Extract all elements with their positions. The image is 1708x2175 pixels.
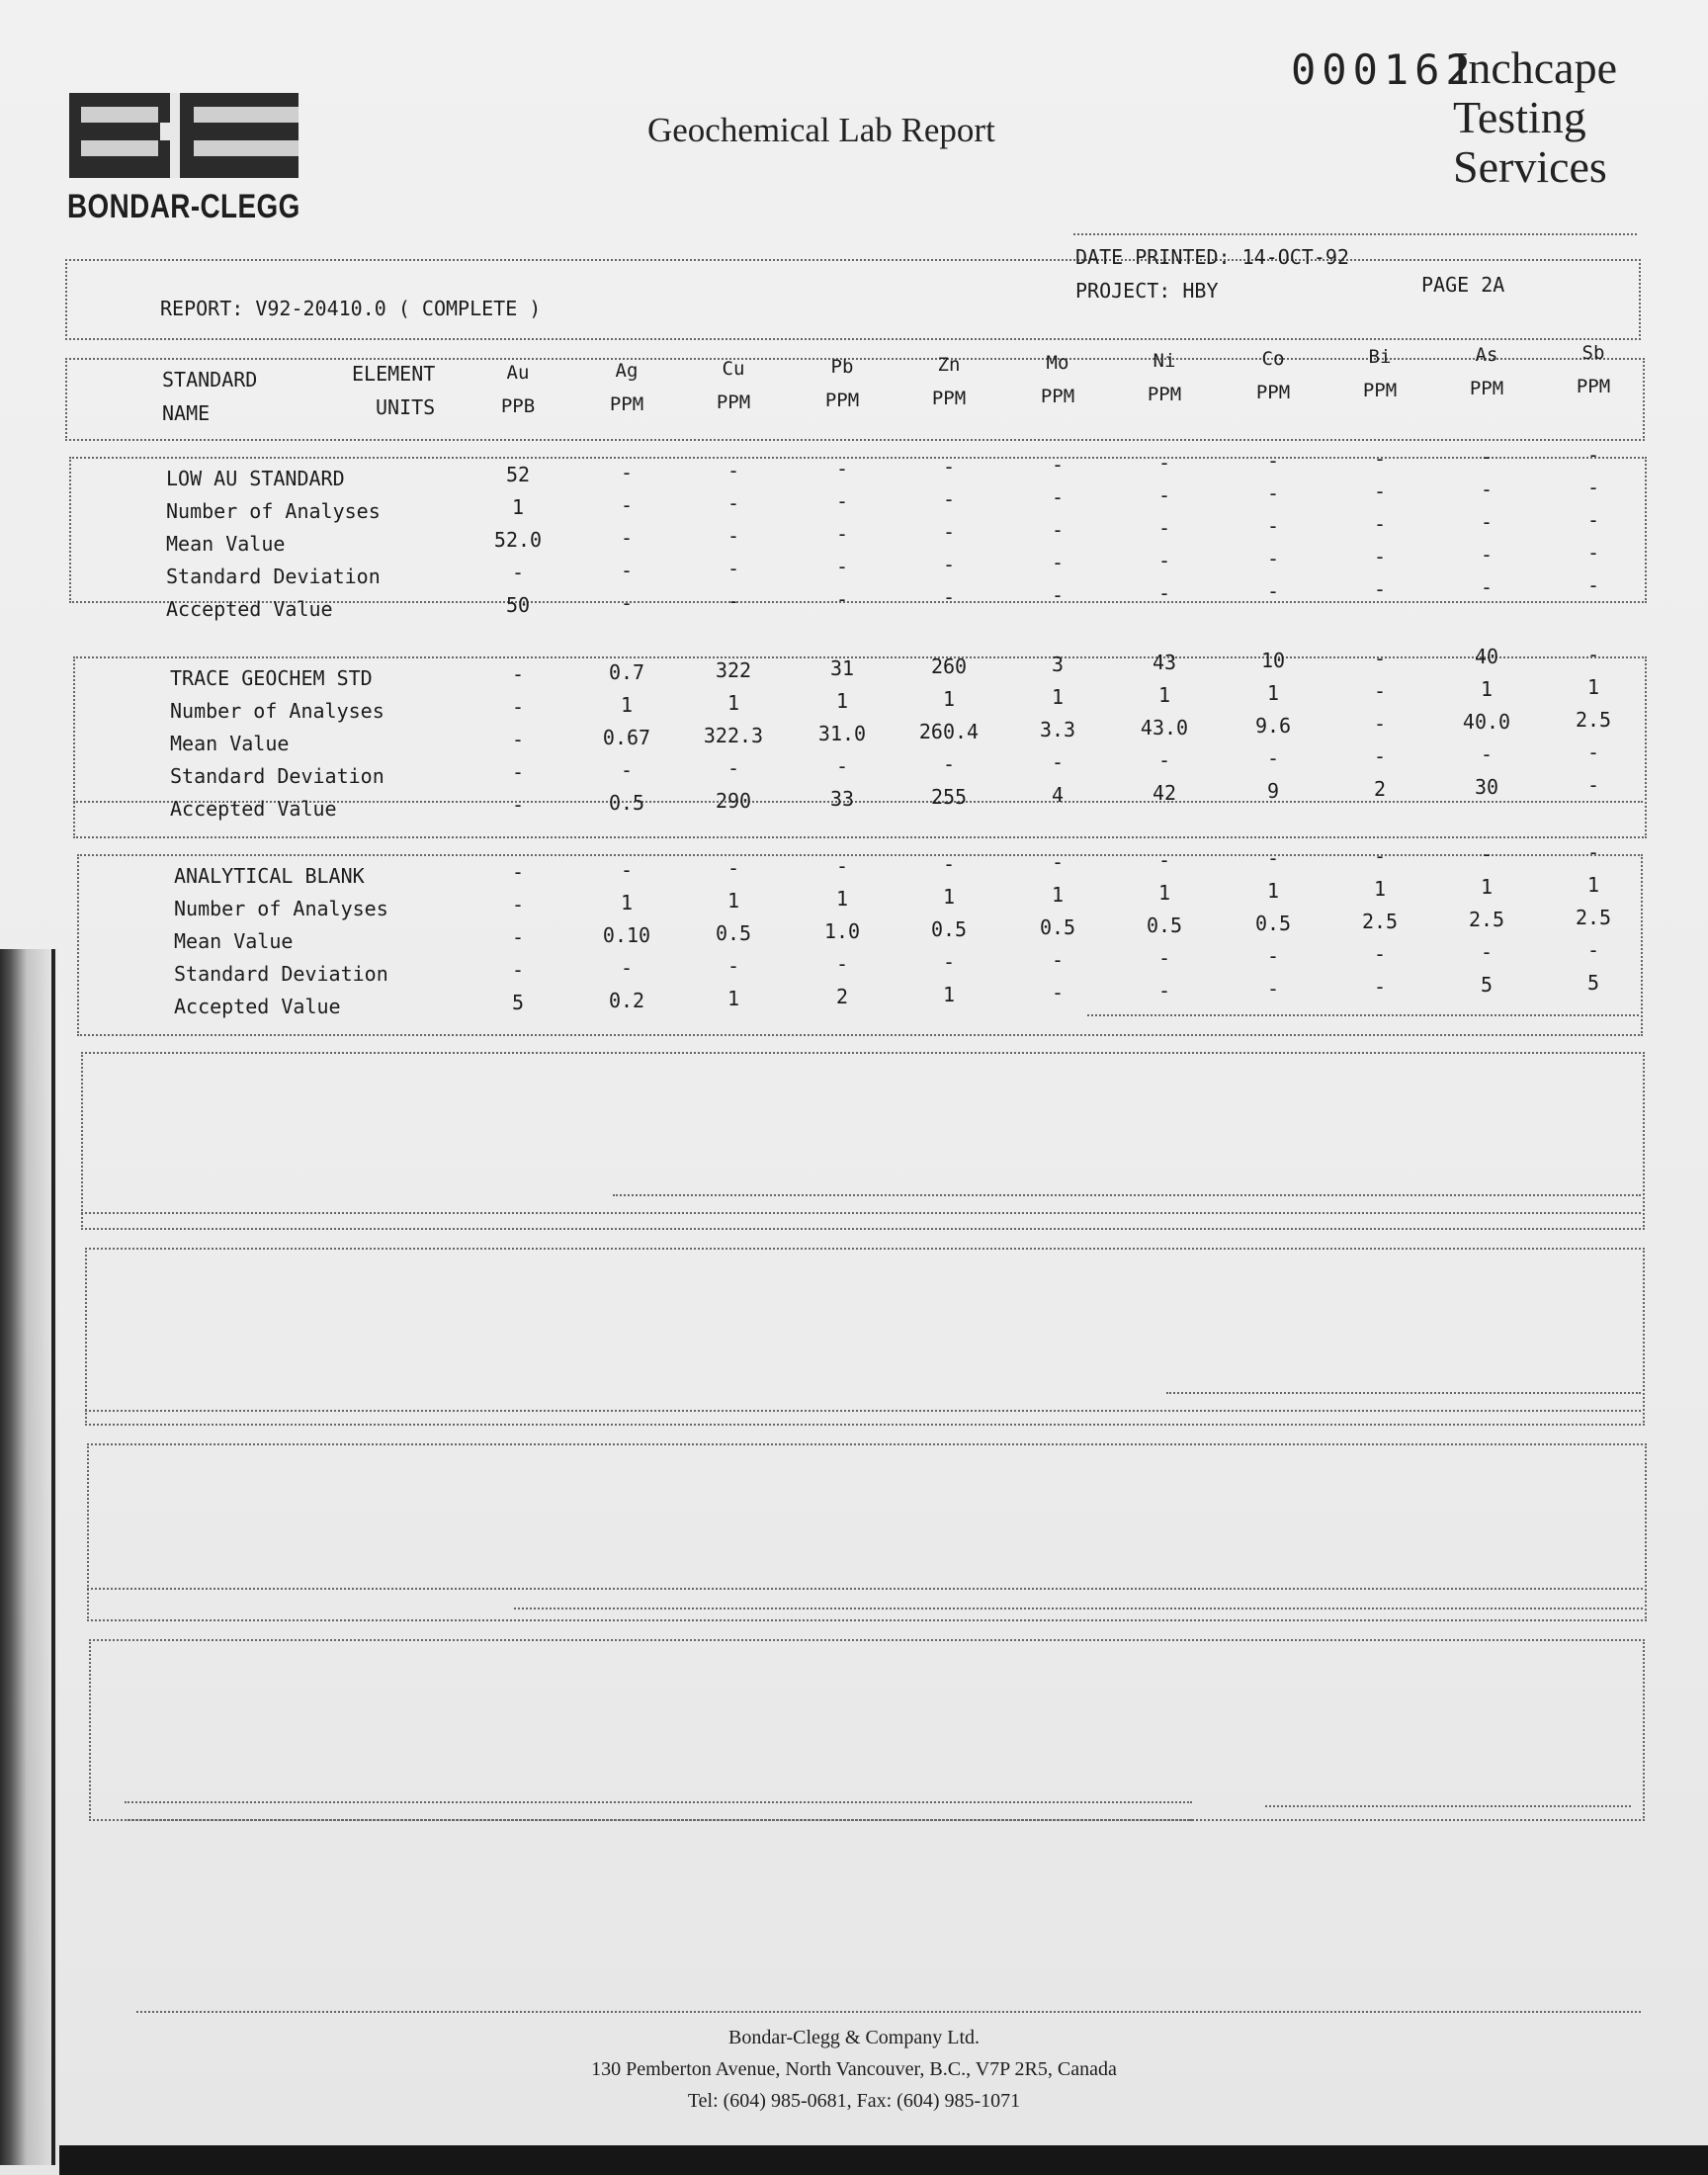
table-cell: 5: [1480, 973, 1494, 997]
table-cell: 52: [505, 463, 531, 486]
standard-name: LOW AU STANDARD: [166, 467, 345, 490]
table-cell: -: [511, 662, 525, 686]
table-cell: -: [942, 585, 956, 609]
column-unit-as: PPM: [1469, 378, 1504, 399]
table-cell: 0.5: [608, 791, 645, 815]
table-cell: 0.5: [1146, 914, 1183, 937]
table-cell: 322: [715, 658, 752, 682]
table-cell: 10: [1260, 649, 1286, 672]
table-cell: 1.0: [823, 919, 861, 943]
table-cell: -: [1266, 579, 1280, 603]
divider: [87, 1588, 1643, 1590]
company-line: Services: [1453, 141, 1607, 192]
column-unit-co: PPM: [1255, 382, 1291, 403]
table-cell: 2: [835, 985, 849, 1008]
column-element-cu: Cu: [722, 358, 745, 380]
table-cell: -: [1157, 451, 1171, 475]
table-cell: -: [942, 852, 956, 876]
row-label: Mean Value: [166, 532, 286, 556]
table-cell: -: [1051, 583, 1065, 607]
divider: [1073, 233, 1637, 235]
element-label: ELEMENT: [352, 362, 436, 386]
column-element-sb: Sb: [1581, 342, 1605, 364]
table-cell: 3: [1051, 652, 1065, 676]
table-cell: -: [1373, 577, 1387, 601]
table-cell: -: [620, 956, 634, 980]
standard-label: STANDARD: [162, 368, 258, 392]
table-cell: -: [1373, 479, 1387, 503]
table-cell: 1: [726, 889, 740, 913]
table-cell: 2.5: [1575, 708, 1612, 732]
table-cell: -: [1157, 946, 1171, 970]
divider: [1087, 1014, 1639, 1016]
table-cell: -: [1266, 514, 1280, 538]
table-cell: 1: [942, 983, 956, 1006]
table-cell: -: [1266, 977, 1280, 1000]
column-element-ag: Ag: [615, 360, 639, 382]
table-cell: -: [1266, 944, 1280, 968]
table-cell: -: [620, 461, 634, 484]
report-number: REPORT: V92-20410.0 ( COMPLETE ): [160, 297, 542, 320]
table-cell: -: [1480, 478, 1494, 501]
scan-edge-line: [51, 949, 55, 2165]
table-cell: -: [726, 954, 740, 978]
table-cell: 322.3: [703, 724, 764, 747]
table-cell: -: [726, 459, 740, 482]
row-label: Standard Deviation: [166, 565, 381, 588]
table-cell: 1: [1480, 875, 1494, 899]
row-label: Number of Analyses: [174, 897, 388, 920]
empty-section-box: [81, 1052, 1645, 1230]
empty-section-box: [89, 1639, 1645, 1821]
table-cell: -: [511, 860, 525, 884]
table-cell: -: [726, 491, 740, 515]
table-cell: 290: [715, 789, 752, 813]
column-element-bi: Bi: [1368, 346, 1392, 368]
divider: [1166, 1392, 1641, 1394]
standard-name: TRACE GEOCHEM STD: [170, 666, 373, 690]
table-cell: -: [942, 487, 956, 511]
table-cell: -: [835, 457, 849, 480]
row-label: Standard Deviation: [174, 962, 388, 986]
table-cell: -: [511, 793, 525, 817]
table-cell: 1: [1051, 883, 1065, 907]
table-cell: -: [835, 587, 849, 611]
document-serial-number: 000162: [1291, 45, 1477, 94]
table-cell: 1: [511, 495, 525, 519]
empty-section-box: [87, 1443, 1647, 1621]
table-cell: -: [1480, 543, 1494, 566]
table-cell: -: [1373, 545, 1387, 568]
table-cell: 1: [1157, 683, 1171, 707]
table-cell: -: [1157, 748, 1171, 772]
table-cell: -: [1480, 940, 1494, 964]
table-cell: -: [1480, 575, 1494, 599]
table-cell: -: [511, 695, 525, 719]
table-cell: -: [1373, 647, 1387, 670]
table-cell: -: [1480, 445, 1494, 469]
table-cell: 50: [505, 593, 531, 617]
table-cell: 30: [1474, 775, 1499, 799]
name-label: NAME: [162, 401, 211, 425]
table-cell: -: [511, 925, 525, 949]
row-label: Standard Deviation: [170, 764, 384, 788]
report-title: Geochemical Lab Report: [647, 111, 995, 149]
column-unit-ni: PPM: [1147, 384, 1182, 405]
table-cell: 0.10: [602, 923, 651, 947]
table-cell: -: [1051, 551, 1065, 574]
row-label: Number of Analyses: [166, 499, 381, 523]
table-cell: -: [511, 561, 525, 584]
table-cell: 1: [942, 687, 956, 711]
column-element-co: Co: [1261, 348, 1285, 370]
table-cell: -: [1586, 573, 1600, 597]
table-cell: 5: [1586, 971, 1600, 995]
table-cell: -: [1266, 449, 1280, 473]
table-cell: 52.0: [493, 528, 543, 552]
table-cell: -: [1586, 740, 1600, 764]
column-unit-bi: PPM: [1362, 380, 1398, 401]
table-cell: -: [1586, 643, 1600, 666]
table-cell: 0.7: [608, 660, 645, 684]
table-cell: -: [1157, 483, 1171, 507]
scan-bottom-bar: [59, 2145, 1708, 2175]
table-cell: -: [1157, 979, 1171, 1002]
table-cell: -: [1373, 844, 1387, 868]
column-unit-cu: PPM: [716, 392, 751, 413]
table-cell: -: [1266, 846, 1280, 870]
table-cell: -: [1586, 476, 1600, 499]
table-cell: -: [726, 756, 740, 780]
table-cell: -: [1266, 547, 1280, 570]
column-element-au: Au: [506, 362, 530, 384]
table-cell: -: [1586, 541, 1600, 565]
divider: [125, 1801, 1192, 1803]
table-cell: -: [1586, 508, 1600, 532]
table-cell: -: [1373, 744, 1387, 768]
column-unit-mo: PPM: [1040, 386, 1075, 407]
table-cell: 1: [1157, 881, 1171, 905]
column-element-pb: Pb: [830, 356, 854, 378]
divider: [1265, 1805, 1631, 1807]
table-cell: -: [1157, 516, 1171, 540]
table-cell: 1: [1373, 877, 1387, 901]
column-unit-zn: PPM: [931, 388, 967, 409]
table-cell: -: [620, 493, 634, 517]
table-cell: 9.6: [1254, 714, 1292, 738]
footer-address: 130 Pemberton Avenue, North Vancouver, B.C., V7P 2R5, Canada: [591, 2058, 1117, 2080]
table-cell: -: [726, 589, 740, 613]
table-cell: 0.67: [602, 726, 651, 749]
table-cell: 1: [942, 885, 956, 909]
table-cell: -: [1373, 512, 1387, 536]
row-label: Mean Value: [170, 732, 290, 755]
table-cell: -: [1480, 842, 1494, 866]
table-cell: 31: [829, 656, 855, 680]
row-label: Accepted Value: [166, 597, 333, 621]
table-cell: -: [1373, 942, 1387, 966]
table-cell: 1: [835, 689, 849, 713]
table-cell: -: [1266, 481, 1280, 505]
empty-section-box: [85, 1248, 1645, 1426]
table-cell: -: [835, 522, 849, 546]
table-cell: 1: [1586, 873, 1600, 897]
table-cell: -: [942, 752, 956, 776]
column-element-mo: Mo: [1046, 352, 1069, 374]
table-cell: -: [835, 555, 849, 578]
table-cell: 2.5: [1361, 910, 1399, 933]
table-cell: -: [511, 728, 525, 751]
table-cell: 3.3: [1039, 718, 1076, 741]
table-cell: -: [835, 754, 849, 778]
table-cell: 1: [620, 693, 634, 717]
table-cell: -: [835, 854, 849, 878]
divider: [81, 1212, 1641, 1214]
table-cell: -: [620, 591, 634, 615]
table-cell: 42: [1152, 781, 1177, 805]
company-line: Inchcape: [1453, 43, 1617, 93]
table-cell: 1: [1051, 685, 1065, 709]
row-label: Number of Analyses: [170, 699, 384, 723]
table-cell: 1: [620, 891, 634, 914]
company-name: [1453, 44, 1700, 192]
table-cell: 2.5: [1575, 906, 1612, 929]
table-cell: 0.5: [715, 921, 752, 945]
table-cell: 33: [829, 787, 855, 811]
table-cell: 40: [1474, 645, 1499, 668]
column-unit-pb: PPM: [824, 390, 860, 411]
table-cell: -: [620, 526, 634, 550]
table-cell: -: [835, 489, 849, 513]
table-cell: -: [1051, 453, 1065, 477]
table-cell: 2: [1373, 777, 1387, 801]
table-cell: 9: [1266, 779, 1280, 803]
table-cell: 1: [1480, 677, 1494, 701]
table-cell: 1: [1266, 681, 1280, 705]
table-cell: 0.2: [608, 989, 645, 1012]
table-cell: -: [942, 520, 956, 544]
table-cell: -: [1373, 975, 1387, 999]
table-cell: -: [942, 950, 956, 974]
table-cell: -: [1051, 948, 1065, 972]
project: PROJECT: HBY: [1075, 279, 1219, 303]
date-printed: DATE PRINTED: 14-OCT-92: [1075, 245, 1349, 269]
footer-company: Bondar-Clegg & Company Ltd.: [727, 2027, 980, 2048]
table-cell: -: [1157, 549, 1171, 572]
table-cell: -: [726, 524, 740, 548]
table-cell: -: [1051, 850, 1065, 874]
column-unit-au: PPB: [500, 395, 536, 417]
standard-name: ANALYTICAL BLANK: [174, 864, 365, 888]
column-unit-ag: PPM: [609, 393, 644, 415]
table-cell: -: [1051, 750, 1065, 774]
table-cell: -: [1266, 746, 1280, 770]
table-cell: -: [511, 893, 525, 916]
table-cell: -: [620, 858, 634, 882]
logo-name: BONDAR-CLEGG: [67, 188, 300, 225]
table-cell: 1: [1266, 879, 1280, 903]
table-cell: -: [1586, 443, 1600, 467]
table-cell: -: [1051, 518, 1065, 542]
table-cell: -: [1586, 773, 1600, 797]
table-cell: 5: [511, 991, 525, 1014]
divider: [613, 1194, 1641, 1196]
table-cell: 1: [1586, 675, 1600, 699]
table-cell: 260.4: [918, 720, 980, 743]
table-cell: 1: [726, 987, 740, 1010]
column-element-as: As: [1475, 344, 1498, 366]
scan-edge-shadow: [0, 949, 59, 2165]
divider: [85, 1410, 1641, 1412]
column-unit-sb: PPM: [1576, 376, 1611, 397]
table-cell: -: [1051, 981, 1065, 1004]
table-cell: -: [1373, 447, 1387, 471]
table-cell: -: [1373, 712, 1387, 736]
table-cell: -: [942, 553, 956, 576]
row-label: Accepted Value: [174, 995, 341, 1018]
table-cell: 31.0: [817, 722, 867, 745]
units-label: UNITS: [376, 395, 436, 419]
table-cell: 260: [930, 654, 968, 678]
table-cell: -: [1586, 840, 1600, 864]
table-cell: -: [1373, 679, 1387, 703]
table-cell: -: [1480, 510, 1494, 534]
row-label: Mean Value: [174, 929, 294, 953]
row-label: Accepted Value: [170, 797, 337, 821]
page-number: PAGE 2A: [1421, 273, 1505, 297]
table-cell: -: [511, 760, 525, 784]
table-cell: 4: [1051, 783, 1065, 807]
column-element-zn: Zn: [937, 354, 961, 376]
table-cell: 2.5: [1468, 908, 1505, 931]
divider: [514, 1608, 1643, 1610]
table-cell: -: [620, 559, 634, 582]
table-cell: 0.5: [1254, 912, 1292, 935]
table-cell: -: [1051, 485, 1065, 509]
table-cell: -: [511, 958, 525, 982]
table-cell: -: [726, 557, 740, 580]
table-cell: 1: [835, 887, 849, 911]
table-cell: -: [1586, 938, 1600, 962]
column-element-ni: Ni: [1153, 350, 1176, 372]
company-line: Testing: [1453, 92, 1586, 142]
table-cell: 40.0: [1462, 710, 1511, 734]
table-cell: -: [1480, 742, 1494, 766]
table-cell: 0.5: [930, 917, 968, 941]
table-cell: -: [942, 455, 956, 478]
divider: [125, 1819, 1192, 1821]
table-cell: -: [620, 758, 634, 782]
table-cell: 1: [726, 691, 740, 715]
divider: [136, 2011, 1641, 2013]
table-cell: 255: [930, 785, 968, 809]
table-cell: 43.0: [1140, 716, 1189, 740]
table-cell: -: [835, 952, 849, 976]
footer-phone: Tel: (604) 985-0681, Fax: (604) 985-1071: [687, 2090, 1021, 2112]
table-cell: -: [726, 856, 740, 880]
table-cell: 43: [1152, 651, 1177, 674]
table-cell: 0.5: [1039, 915, 1076, 939]
table-cell: -: [1157, 848, 1171, 872]
table-cell: -: [1157, 581, 1171, 605]
